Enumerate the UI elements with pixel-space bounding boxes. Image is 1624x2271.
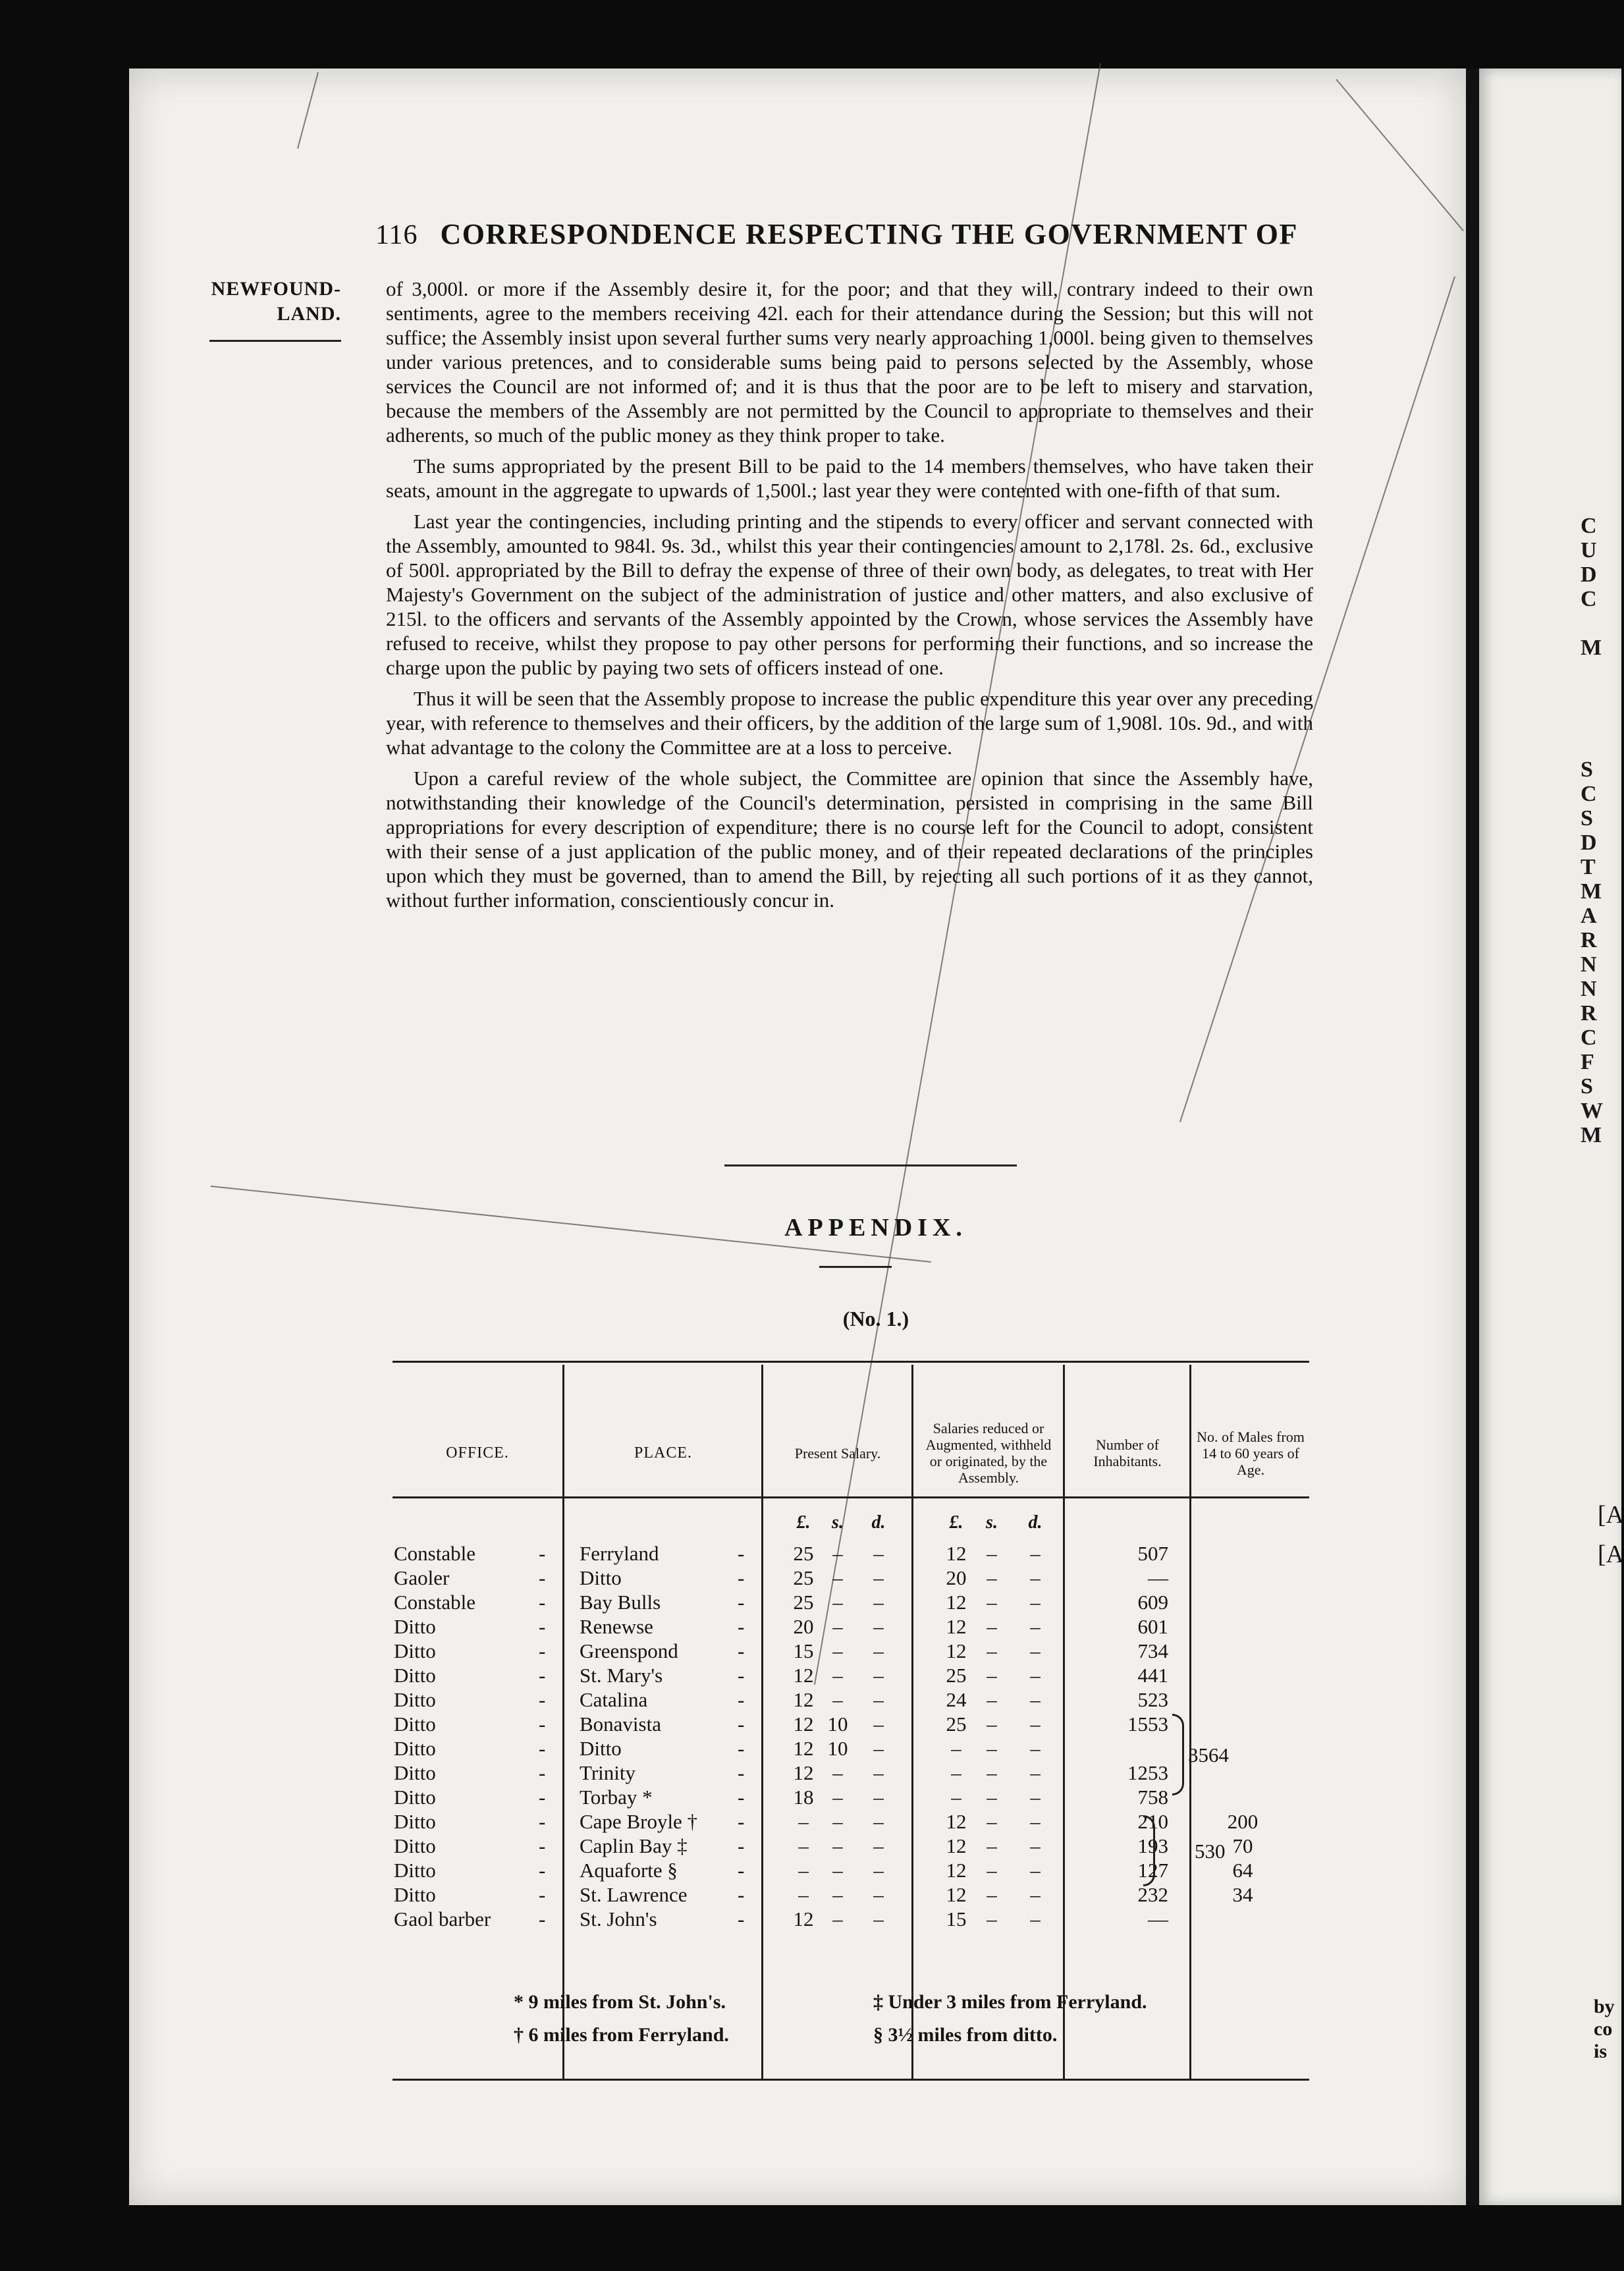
cell-place: Trinity	[580, 1761, 636, 1784]
leader-dash: -	[738, 1688, 745, 1711]
cell-pd: –	[873, 1761, 884, 1784]
marginal-note-line: LAND.	[277, 303, 341, 325]
marginal-note-line: NEWFOUND-	[211, 278, 341, 300]
leader-dash: -	[738, 1737, 745, 1760]
cell-inh: 507	[1137, 1542, 1168, 1565]
cell-pd: –	[873, 1834, 884, 1857]
edge-letter: D	[1581, 562, 1597, 587]
cell-males: 200	[1227, 1810, 1259, 1833]
edge-letter	[1581, 660, 1620, 684]
edge-letter: S	[1581, 757, 1593, 782]
cell-pl: –	[798, 1810, 809, 1833]
leader-dash: -	[738, 1883, 745, 1906]
cell-pl: 20	[793, 1615, 814, 1638]
cell-as: –	[987, 1664, 997, 1687]
cell-office: Ditto	[394, 1810, 436, 1833]
unit-shillings: s.	[986, 1512, 998, 1533]
cell-place: Catalina	[580, 1688, 648, 1711]
cell-ad: –	[1030, 1859, 1041, 1882]
cell-pl: –	[798, 1859, 809, 1882]
edge-letter: C	[1581, 782, 1597, 806]
edge-letter: M	[1581, 636, 1602, 660]
table-row	[392, 1590, 1309, 1614]
cell-pd: –	[873, 1907, 884, 1930]
edge-letter: D	[1581, 831, 1597, 855]
paragraph: The sums appropriated by the present Bill to be paid to the 14 members themselves, who have taken their seats, amount in the aggregate to upwards of 1,500l.; last year they were contented with one-fifth of that sum.	[386, 454, 1313, 502]
cell-as: –	[987, 1907, 997, 1930]
unit-pence: d.	[1028, 1512, 1042, 1533]
table-row	[392, 1541, 1309, 1566]
cell-office: Ditto	[394, 1737, 436, 1760]
leader-dash: -	[539, 1786, 546, 1809]
leader-dash: -	[539, 1591, 546, 1614]
cell-al: 12	[946, 1859, 967, 1882]
leader-dash: -	[539, 1615, 546, 1638]
cell-pd: –	[873, 1859, 884, 1882]
cell-ad: –	[1030, 1737, 1041, 1760]
group-brace	[1172, 1714, 1184, 1795]
running-head	[375, 217, 1311, 257]
cell-pl: 25	[793, 1591, 814, 1614]
leader-dash: -	[539, 1834, 546, 1857]
cell-al: 12	[946, 1542, 967, 1565]
cell-office: Ditto	[394, 1712, 436, 1736]
cell-inh: 1253	[1127, 1761, 1168, 1784]
cell-office: Ditto	[394, 1883, 436, 1906]
marginal-note	[209, 277, 341, 342]
cell-pd: –	[873, 1810, 884, 1833]
cell-inh: 734	[1137, 1639, 1168, 1662]
cell-inh: 127	[1137, 1859, 1168, 1882]
paragraph: Last year the contingencies, including printing and the stipends to every officer and servant connected with the Assembly, amounted to 984l. 9s. 3d., whilst this year their contingencies amount to 2,178l. 2s. 6d., exclusive of 500l. appropriated by the Bill to defray the expense of three of their own body, as delegates, to treat with Her Majesty's Government on the subject of the administration of justice and other matters, and also exclusive of 215l. to the officers and servants of the Assembly appointed by the Crown, whose services the Assembly have refused to receive, whilst they propose to pay other persons for performing their functions, and so increase the charge upon the public by paying two sets of officers instead of one.	[386, 510, 1313, 679]
edge-letter: C	[1581, 587, 1597, 611]
cell-pl: 12	[793, 1761, 814, 1784]
header-altered-salary: Salaries reduced or Augmented, withheld or originated, by the Assembly.	[925, 1420, 1052, 1486]
cell-place: St. John's	[580, 1907, 657, 1930]
cell-al: 24	[946, 1688, 967, 1711]
edge-letter: T	[1581, 855, 1596, 879]
cell-al: 12	[946, 1615, 967, 1638]
paragraph: Upon a careful review of the whole subject, the Committee are opinion that since the Assembly have, notwithstanding their knowledge of the Council's determination, persisted in comprising in the same Bill appropriations for every description of expenditure; there is no course left for the Council to adopt, consistent with their sense of a just application of the public money, and of their repeated declarations of the principles upon which they must be governed, than to amend the Bill, by rejecting all such portions of it as they cannot, without further information, conscientiously concur in.	[386, 767, 1313, 912]
edge-letter	[1581, 709, 1620, 733]
leader-dash: -	[738, 1859, 745, 1882]
leader-dash: -	[738, 1615, 745, 1638]
cell-ad: –	[1030, 1664, 1041, 1687]
leader-dash: -	[738, 1834, 745, 1857]
cell-ps: –	[832, 1688, 843, 1711]
cell-as: –	[987, 1542, 997, 1565]
cell-pd: –	[873, 1664, 884, 1687]
cell-place: Ferryland	[580, 1542, 659, 1565]
cell-al: –	[951, 1786, 961, 1809]
appendix-title: APPENDIX.	[784, 1214, 967, 1242]
leader-dash: -	[738, 1566, 745, 1589]
table-row	[392, 1639, 1309, 1663]
cell-inh: —	[1148, 1566, 1168, 1589]
running-title: CORRESPONDENCE RESPECTING THE GOVERNMENT OF	[440, 218, 1298, 250]
appendix-rule	[819, 1266, 892, 1268]
cell-office: Constable	[394, 1542, 475, 1565]
cell-inh: 1553	[1127, 1712, 1168, 1736]
cell-pl: 12	[793, 1664, 814, 1687]
cell-ps: –	[832, 1542, 843, 1565]
cell-pd: –	[873, 1688, 884, 1711]
edge-letter: N	[1581, 952, 1597, 977]
table-bottom-rule	[392, 2079, 1309, 2081]
cell-place: Aquaforte §	[580, 1859, 678, 1882]
cell-pd: –	[873, 1883, 884, 1906]
edge-letter: A	[1581, 904, 1597, 928]
table-row	[392, 1858, 1309, 1882]
table-top-rule	[392, 1361, 1309, 1363]
cell-as: –	[987, 1761, 997, 1784]
edge-letter: R	[1581, 1001, 1597, 1026]
edge-letter: M	[1581, 879, 1602, 904]
cell-ad: –	[1030, 1591, 1041, 1614]
facing-page-bottom-text	[1594, 1996, 1621, 2075]
table-row	[392, 1809, 1309, 1834]
cell-as: –	[987, 1883, 997, 1906]
cell-as: –	[987, 1859, 997, 1882]
cell-place: Ditto	[580, 1737, 622, 1760]
cell-pl: 18	[793, 1786, 814, 1809]
cell-as: –	[987, 1591, 997, 1614]
header-inhabitants: Number of Inhabitants.	[1093, 1436, 1162, 1469]
cell-al: 15	[946, 1907, 967, 1930]
cell-pl: 12	[793, 1688, 814, 1711]
cell-al: 12	[946, 1639, 967, 1662]
group-total: 3564	[1188, 1743, 1229, 1766]
group-brace	[1143, 1815, 1155, 1886]
header-office: OFFICE.	[446, 1444, 509, 1462]
leader-dash: -	[738, 1639, 745, 1662]
marginal-rule	[209, 340, 341, 342]
cell-pd: –	[873, 1591, 884, 1614]
cell-place: St. Mary's	[580, 1664, 663, 1687]
cell-ps: –	[832, 1834, 843, 1857]
cell-office: Constable	[394, 1591, 475, 1614]
edge-letter: W	[1581, 1099, 1603, 1123]
edge-bottom-line: by	[1594, 1996, 1615, 2017]
leader-dash: -	[738, 1810, 745, 1833]
edge-letter	[1581, 733, 1620, 757]
cell-office: Ditto	[394, 1639, 436, 1662]
cell-as: –	[987, 1834, 997, 1857]
cell-al: 12	[946, 1883, 967, 1906]
leader-dash: -	[738, 1907, 745, 1930]
leader-dash: -	[738, 1591, 745, 1614]
cell-as: –	[987, 1639, 997, 1662]
table-row	[392, 1907, 1309, 1931]
footnote: § 3½ miles from ditto.	[873, 2024, 1058, 2046]
unit-pounds: £.	[949, 1512, 963, 1533]
cell-ps: –	[832, 1591, 843, 1614]
leader-dash: -	[539, 1737, 546, 1760]
leader-dash: -	[539, 1688, 546, 1711]
cell-as: –	[987, 1712, 997, 1736]
facing-page-edge-text	[1581, 514, 1620, 1172]
table-row	[392, 1882, 1309, 1907]
cell-place: Caplin Bay ‡	[580, 1834, 688, 1857]
cell-inh: 441	[1137, 1664, 1168, 1687]
cell-pl: 12	[793, 1907, 814, 1930]
cell-pl: –	[798, 1834, 809, 1857]
edge-letter: R	[1581, 928, 1597, 952]
edge-letter: U	[1581, 538, 1597, 562]
cell-inh: 609	[1137, 1591, 1168, 1614]
leader-dash: -	[738, 1664, 745, 1687]
paragraph: Thus it will be seen that the Assembly propose to increase the public expenditure this year over any preceding year, with reference to themselves and their officers, by the addition of the large sum of 1,908l. 10s. 9d., and with what advantage to the colony the Committee are at a loss to perceive.	[386, 687, 1313, 759]
cell-office: Ditto	[394, 1688, 436, 1711]
table-row	[392, 1663, 1309, 1687]
edge-letter	[1581, 684, 1620, 709]
cell-inh: 523	[1137, 1688, 1168, 1711]
cell-place: Bay Bulls	[580, 1591, 661, 1614]
cell-as: –	[987, 1810, 997, 1833]
cell-ps: 10	[827, 1737, 848, 1760]
cell-pd: –	[873, 1786, 884, 1809]
cell-pd: –	[873, 1542, 884, 1565]
page-number: 116	[375, 220, 418, 250]
edge-bracket: [A	[1598, 1541, 1624, 1568]
cell-office: Ditto	[394, 1615, 436, 1638]
cell-pd: –	[873, 1639, 884, 1662]
cell-place: Ditto	[580, 1566, 622, 1589]
cell-al: 12	[946, 1810, 967, 1833]
cell-inh: —	[1148, 1907, 1168, 1930]
leader-dash: -	[738, 1786, 745, 1809]
cell-ps: –	[832, 1883, 843, 1906]
cell-pl: 25	[793, 1566, 814, 1589]
leader-dash: -	[539, 1761, 546, 1784]
cell-office: Ditto	[394, 1761, 436, 1784]
cell-al: –	[951, 1737, 961, 1760]
group-total: 530	[1195, 1840, 1226, 1863]
leader-dash: -	[539, 1542, 546, 1565]
cell-ps: –	[832, 1566, 843, 1589]
cell-al: 20	[946, 1566, 967, 1589]
paragraph: of 3,000l. or more if the Assembly desire it, for the poor; and that they will, contrary indeed to their own sentiments, agree to the members receiving 42l. each for their attendance during the Session; but this will not suffice; the Assembly insist upon several further sums very nearly approaching 1,000l. being given to themselves under various pretences, and to considerable sums being paid to persons selected by the Assembly, whose services the Council are not informed of; and it is thus that the poor are to be left to misery and starvation, because the members of the Assembly are not permitted by the Council to appropriate to themselves and their adherents, so much of the public money as they think proper to take.	[386, 277, 1313, 447]
cell-pd: –	[873, 1712, 884, 1736]
cell-ps: 10	[827, 1712, 848, 1736]
leader-dash: -	[539, 1810, 546, 1833]
cell-ps: –	[832, 1615, 843, 1638]
cell-place: St. Lawrence	[580, 1883, 688, 1906]
cell-inh: 601	[1137, 1615, 1168, 1638]
cell-ps: –	[832, 1761, 843, 1784]
cell-inh: 758	[1137, 1786, 1168, 1809]
leader-dash: -	[539, 1664, 546, 1687]
edge-bracket: [A	[1598, 1501, 1624, 1529]
leader-dash: -	[539, 1639, 546, 1662]
cell-ad: –	[1030, 1907, 1041, 1930]
cell-ad: –	[1030, 1712, 1041, 1736]
footnotes	[514, 1986, 1238, 2052]
cell-al: 12	[946, 1591, 967, 1614]
cell-ps: –	[832, 1859, 843, 1882]
cell-ad: –	[1030, 1810, 1041, 1833]
cell-office: Gaoler	[394, 1566, 450, 1589]
footnote: ‡ Under 3 miles from Ferryland.	[873, 1991, 1147, 2013]
cell-ad: –	[1030, 1542, 1041, 1565]
cell-as: –	[987, 1566, 997, 1589]
table-row	[392, 1614, 1309, 1639]
header-present-salary: Present Salary.	[794, 1444, 881, 1462]
cell-pd: –	[873, 1737, 884, 1760]
unit-shillings: s.	[832, 1512, 844, 1533]
header-place: PLACE.	[634, 1444, 692, 1462]
cell-office: Ditto	[394, 1664, 436, 1687]
cell-pl: 12	[793, 1712, 814, 1736]
leader-dash: -	[738, 1712, 745, 1736]
footnote: * 9 miles from St. John's.	[514, 1991, 726, 2013]
leader-dash: -	[539, 1712, 546, 1736]
cell-office: Gaol barber	[394, 1907, 491, 1930]
cell-pl: –	[798, 1883, 809, 1906]
cell-place: Cape Broyle †	[580, 1810, 698, 1833]
cell-as: –	[987, 1615, 997, 1638]
page-gutter	[1466, 68, 1479, 2205]
cell-ad: –	[1030, 1688, 1041, 1711]
cell-ad: –	[1030, 1786, 1041, 1809]
edge-letter	[1581, 611, 1620, 636]
table-row	[392, 1687, 1309, 1712]
edge-letter: F	[1581, 1050, 1594, 1074]
edge-bottom-line: co	[1594, 2018, 1613, 2040]
cell-place: Bonavista	[580, 1712, 661, 1736]
cell-inh: 193	[1137, 1834, 1168, 1857]
cell-pl: 25	[793, 1542, 814, 1565]
cell-inh: 232	[1137, 1883, 1168, 1906]
body-text	[386, 277, 1313, 1100]
cell-ad: –	[1030, 1761, 1041, 1784]
leader-dash: -	[738, 1542, 745, 1565]
cell-office: Ditto	[394, 1834, 436, 1857]
leader-dash: -	[539, 1883, 546, 1906]
cell-ps: –	[832, 1907, 843, 1930]
cell-inh: 210	[1137, 1810, 1168, 1833]
cell-al: 25	[946, 1664, 967, 1687]
cell-pl: 12	[793, 1737, 814, 1760]
section-rule	[724, 1164, 1017, 1166]
unit-pounds: £.	[796, 1512, 811, 1533]
edge-letter: C	[1581, 1026, 1597, 1050]
edge-letter: S	[1581, 1074, 1593, 1099]
cell-office: Ditto	[394, 1786, 436, 1809]
edge-letter: M	[1581, 1123, 1602, 1147]
cell-ps: –	[832, 1639, 843, 1662]
cell-ad: –	[1030, 1639, 1041, 1662]
cell-ad: –	[1030, 1615, 1041, 1638]
cell-males: 34	[1232, 1883, 1253, 1906]
appendix-number: (No. 1.)	[842, 1307, 909, 1330]
cell-males: 70	[1232, 1834, 1253, 1857]
leader-dash: -	[539, 1566, 546, 1589]
leader-dash: -	[539, 1907, 546, 1930]
cell-ps: –	[832, 1664, 843, 1687]
unit-pence: d.	[871, 1512, 886, 1533]
cell-place: Torbay *	[580, 1786, 653, 1809]
cell-ps: –	[832, 1810, 843, 1833]
edge-letter: S	[1581, 806, 1593, 831]
cell-ad: –	[1030, 1883, 1041, 1906]
cell-males: 64	[1232, 1859, 1253, 1882]
table-row	[392, 1566, 1309, 1590]
facing-page-brackets	[1598, 1495, 1624, 1574]
cell-ps: –	[832, 1786, 843, 1809]
cell-pd: –	[873, 1615, 884, 1638]
header-males: No. of Males from 14 to 60 years of Age.	[1197, 1428, 1305, 1478]
cell-ad: –	[1030, 1834, 1041, 1857]
cell-office: Ditto	[394, 1859, 436, 1882]
footnote: † 6 miles from Ferryland.	[514, 2024, 729, 2046]
cell-place: Renewse	[580, 1615, 653, 1638]
cell-as: –	[987, 1688, 997, 1711]
cell-as: –	[987, 1786, 997, 1809]
cell-ad: –	[1030, 1566, 1041, 1589]
cell-al: 12	[946, 1834, 967, 1857]
cell-al: –	[951, 1761, 961, 1784]
leader-dash: -	[539, 1859, 546, 1882]
cell-al: 25	[946, 1712, 967, 1736]
cell-pl: 15	[793, 1639, 814, 1662]
cell-as: –	[987, 1737, 997, 1760]
cell-pd: –	[873, 1566, 884, 1589]
table-row	[392, 1834, 1309, 1858]
cell-place: Greenspond	[580, 1639, 678, 1662]
edge-bottom-line: is	[1594, 2040, 1608, 2062]
edge-letter: N	[1581, 977, 1597, 1001]
leader-dash: -	[738, 1761, 745, 1784]
edge-letter: C	[1581, 514, 1597, 538]
